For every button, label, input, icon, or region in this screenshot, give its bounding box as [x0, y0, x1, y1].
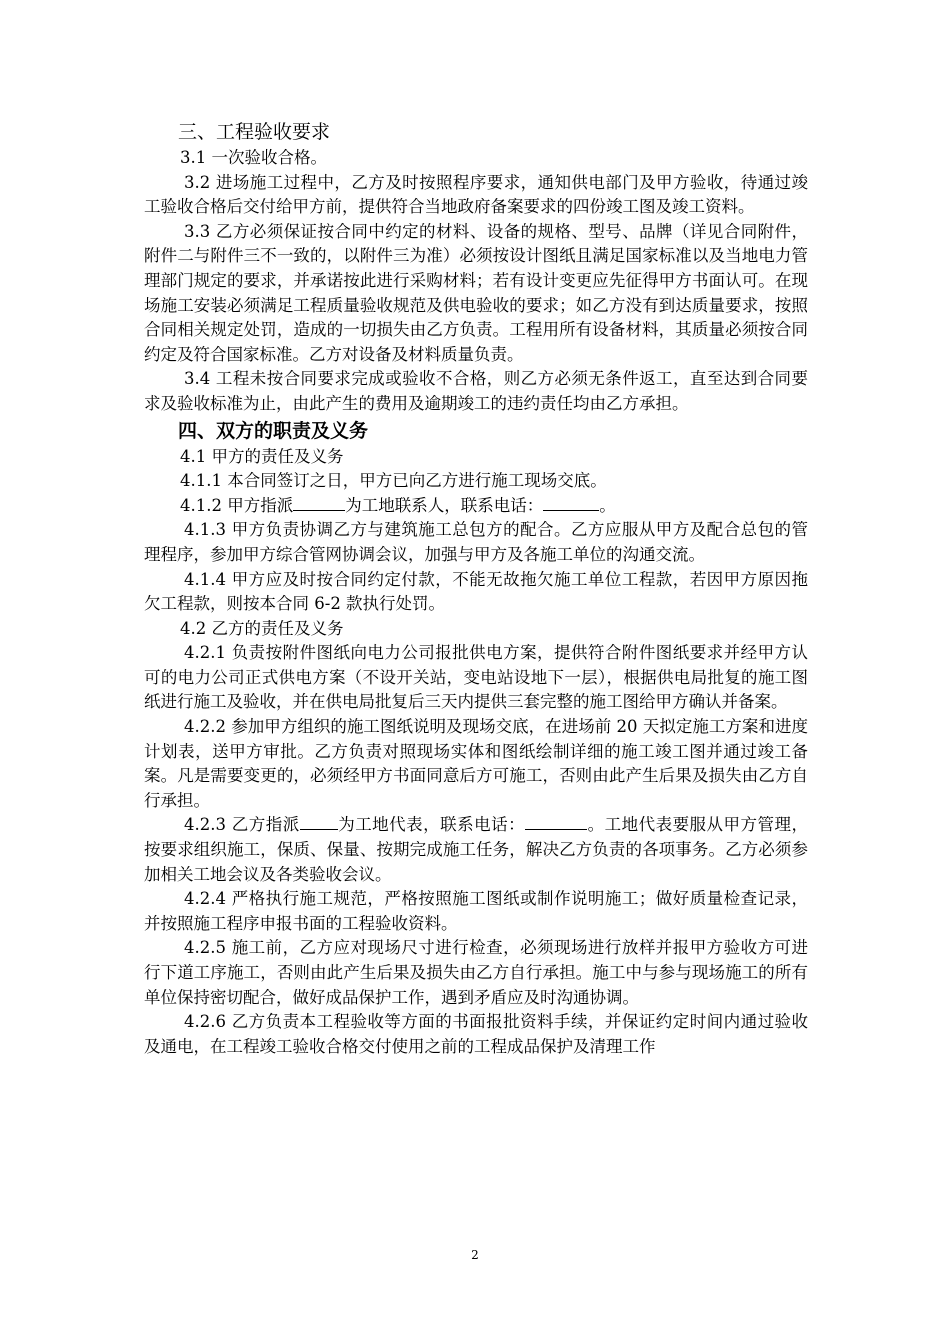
clause-4-2-3-part-b: 为工地代表，联系电话： — [337, 815, 526, 835]
clause-4-2-4: 4.2.4 严格执行施工规范，严格按照施工图纸或制作说明施工；做好质量检查记录，并按照施工程序申报书面的工程验收资料。 — [144, 889, 808, 933]
contact-phone-blank[interactable] — [543, 496, 599, 511]
clause-4-1-4: 4.1.4 甲方应及时按合同约定付款，不能无故拖欠施工单位工程款，若因甲方原因拖欠工程款，则按本合同 6-2 款执行处罚。 — [144, 569, 808, 614]
clause-4-1-2-part-c: 。 — [599, 495, 616, 515]
clause-4-1: 4.1 甲方的责任及义务 — [180, 446, 344, 466]
section-3-heading: 三、工程验收要求 — [178, 121, 331, 143]
clause-4-2-6: 4.2.6 乙方负责本工程验收等方面的书面报批资料手续，并保证约定时间内通过验收及通电，在工程竣工验收合格交付使用之前的工程成品保护及清理工作 — [144, 1012, 808, 1056]
clause-4-2-5: 4.2.5 施工前，乙方应对现场尺寸进行检查，必须现场进行放样并报甲方验收方可进行下道工序施工，否则由此产生后果及损失由乙方自行承担。施工中与参与现场施工的所有单位保持密切配合，做好成品保护工作，遇到矛盾应及时沟通协调。 — [144, 938, 808, 1007]
section-4-heading: 四、双方的职责及义务 — [178, 419, 369, 442]
clause-4-1-2-part-b: 为工地联系人，联系电话： — [345, 495, 544, 515]
clause-3-1: 3.1 一次验收合格。 — [180, 148, 327, 167]
clause-4-2-2: 4.2.2 参加甲方组织的施工图纸说明及现场交底，在进场前 20 天拟定施工方案和进度计划表，送甲方审批。乙方负责对照现场实体和图纸绘制详细的施工竣工图并通过竣工备案。凡是需要变更的，必须经甲方书面同意后方可施工，否则由此产生后果及损失由乙方自行承担。 — [144, 717, 808, 810]
clause-4-1-2-part-a: 4.1.2 甲方指派 — [180, 495, 294, 515]
clause-4-2-3-part-a: 4.2.3 乙方指派 — [184, 815, 300, 835]
contact-person-blank[interactable] — [293, 496, 345, 511]
clause-3-4: 3.4 工程未按合同要求完成或验收不合格，则乙方必须无条件返工，直至达到合同要求及验收标准为止，由此产生的费用及逾期竣工的违约责任均由乙方承担。 — [144, 369, 808, 413]
clause-3-2: 3.2 进场施工过程中，乙方及时按照程序要求，通知供电部门及甲方验收，待通过竣工验收合格后交付给甲方前，提供符合当地政府备案要求的四份竣工图及竣工资料。 — [144, 172, 808, 217]
clause-4-2: 4.2 乙方的责任及义务 — [180, 618, 344, 638]
page-number: 2 — [471, 1248, 479, 1262]
clause-4-1-3: 4.1.3 甲方负责协调乙方与建筑施工总包方的配合。乙方应服从甲方及配合总包的管理程序，参加甲方综合管网协调会议，加强与甲方及各施工单位的沟通交流。 — [144, 520, 808, 564]
clause-4-2-3 — [144, 813, 808, 887]
site-representative-blank[interactable] — [300, 815, 338, 830]
clause-4-2-3-part-c: 。工地代表要服从甲方管理，按要求组织施工，保质、保量、按期完成施工任务，解决乙方负责的各项事务。乙方必须参加相关工地会议及各类验收会议。 — [144, 815, 809, 884]
clause-3-3: 3.3 乙方必须保证按合同中约定的材料、设备的规格、型号、品牌（详见合同附件，附件二与附件三不一致的，以附件三为准）必须按设计图纸且满足国家标准以及当地电力管理部门规定的要求，并承诺按此进行采购材料；若有设计变更应先征得甲方书面认可。在现场施工安装必须满足工程质量验收规范及供电验收的要求；如乙方没有到达质量要求，按照合同相关规定处罚，造成的一切损失由乙方负责。工程用所有设备材料，其质量必须按合同约定及符合国家标准。乙方对设备及材料质量负责。 — [144, 221, 808, 364]
representative-phone-blank[interactable] — [525, 815, 587, 830]
document-page — [144, 118, 808, 1059]
clause-4-1-1: 4.1.1 本合同签订之日，甲方已向乙方进行施工现场交底。 — [180, 471, 607, 491]
clause-4-2-1: 4.2.1 负责按附件图纸向电力公司报批供电方案，提供符合附件图纸要求并经甲方认可的电力公司正式供电方案（不设开关站，变电站设地下一层），根据供电局批复的施工图纸进行施工及验收，并在供电局批复后三天内提供三套完整的施工图给甲方确认并备案。 — [144, 643, 808, 712]
clause-4-1-2 — [144, 494, 808, 519]
